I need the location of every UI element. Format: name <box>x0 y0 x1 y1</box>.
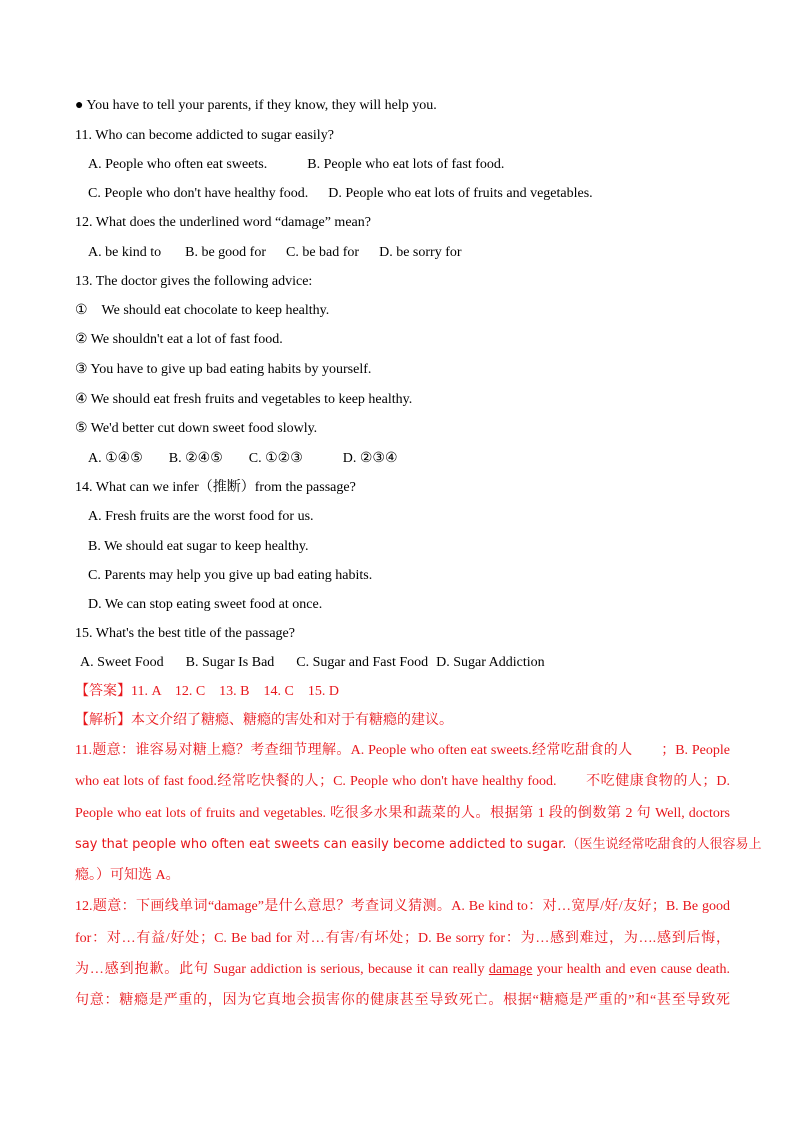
explain-12-line-4: 句意：糖瘾是严重的，因为它真地会损害你的健康甚至导致死亡。根据“糖瘾是严重的”和“甚至导致死 <box>75 993 730 1008</box>
q11-option-a: A. People who often eat sweets. <box>88 157 268 172</box>
q12-option-c: C. be bad for <box>286 245 360 260</box>
q13-item-4: ④ We should eat fresh fruits and vegetables to keep healthy. <box>75 392 413 407</box>
explain-11-line-5: 瘾。）可知选 A。 <box>75 868 180 883</box>
explain-11-line-2: who eat lots of fast food.经常吃快餐的人；C. People who don't have healthy food. 不吃健康食物的人；D. <box>75 774 730 789</box>
q12-option-b: B. be good for <box>185 245 266 260</box>
explain-12-line-3-after: your health and even cause death. <box>532 962 731 977</box>
q14-option-a: A. Fresh fruits are the worst food for us. <box>88 509 314 524</box>
explain-12-line-2: for：对…有益/好处；C. Be bad for 对…有害/有坏处；D. Be sorry for：为…感到难过，为….感到后悔， <box>75 931 730 946</box>
analysis-line: 【解析】本文介绍了糖瘾、糖瘾的害处和对于有糖瘾的建议。 <box>75 713 453 728</box>
explain-12-line-3-before: 为…感到抱歉。此句 Sugar addiction is serious, because it can really <box>75 962 489 977</box>
explain-11-line-1: 11.题意：谁容易对糖上瘾？考查细节理解。A. People who often eat sweets.经常吃甜食的人 ；B. People <box>75 743 730 758</box>
q15-option-b: B. Sugar Is Bad <box>185 655 275 670</box>
q14-option-d: D. We can stop eating sweet food at once. <box>88 597 323 612</box>
q11-option-c: C. People who don't have healthy food. <box>88 186 309 201</box>
q15-option-a: A. Sweet Food <box>80 655 164 670</box>
q13-item-2: ② We shouldn't eat a lot of fast food. <box>75 332 283 347</box>
q13-item-1: ① We should eat chocolate to keep healthy. <box>75 303 330 318</box>
q14-option-c: C. Parents may help you give up bad eating habits. <box>88 568 373 583</box>
q13-options-row <box>88 449 398 469</box>
question-14: 14. What can we infer（推断）from the passage? <box>75 480 356 495</box>
question-11: 11. Who can become addicted to sugar easily? <box>75 128 334 143</box>
q11-option-b: B. People who eat lots of fast food. <box>307 157 505 172</box>
q13-item-5: ⑤ We'd better cut down sweet food slowly. <box>75 421 318 436</box>
answer-line: 【答案】11. A 12. C 13. B 14. C 15. D <box>75 684 339 699</box>
question-13: 13. The doctor gives the following advice: <box>75 274 313 289</box>
explain-11-line-4: say that people who often eat sweets can easily become addicted to sugar.（医生说经常吃甜食的人很容易上 <box>75 837 762 852</box>
question-12: 12. What does the underlined word “damage” mean? <box>75 215 371 230</box>
explain-11-line-3: People who eat lots of fruits and vegetables. 吃很多水果和蔬菜的人。根据第 1 段的倒数第 2 句 Well, doctors <box>75 806 730 821</box>
q12-option-a: A. be kind to <box>88 245 162 260</box>
q11-options-row-2 <box>88 184 593 204</box>
question-15: 15. What's the best title of the passage? <box>75 626 295 641</box>
intro-line: ● You have to tell your parents, if they know, they will help you. <box>75 98 437 113</box>
q12-option-d: D. be sorry for <box>379 245 462 260</box>
q12-options-row <box>88 243 462 263</box>
explain-12-line-1: 12.题意：下画线单词“damage”是什么意思？考查词义猜测。A. Be kind to：对…宽厚/好/友好；B. Be good <box>75 899 730 914</box>
underlined-word-damage: damage <box>488 962 533 977</box>
q11-option-d: D. People who eat lots of fruits and vegetables. <box>328 186 593 201</box>
q15-options-row <box>80 653 545 673</box>
explain-12-line-3 <box>75 960 730 980</box>
q13-option-d: D. ②③④ <box>342 451 398 466</box>
q13-option-b: B. ②④⑤ <box>168 451 223 466</box>
q11-options-row-1 <box>88 155 504 175</box>
q14-option-b: B. We should eat sugar to keep healthy. <box>88 539 309 554</box>
q13-item-3: ③ You have to give up bad eating habits by yourself. <box>75 362 372 377</box>
q13-option-c: C. ①②③ <box>248 451 303 466</box>
q15-option-d: D. Sugar Addiction <box>436 655 545 670</box>
q13-option-a: A. ①④⑤ <box>88 451 143 466</box>
q15-option-c: C. Sugar and Fast Food <box>296 655 429 670</box>
